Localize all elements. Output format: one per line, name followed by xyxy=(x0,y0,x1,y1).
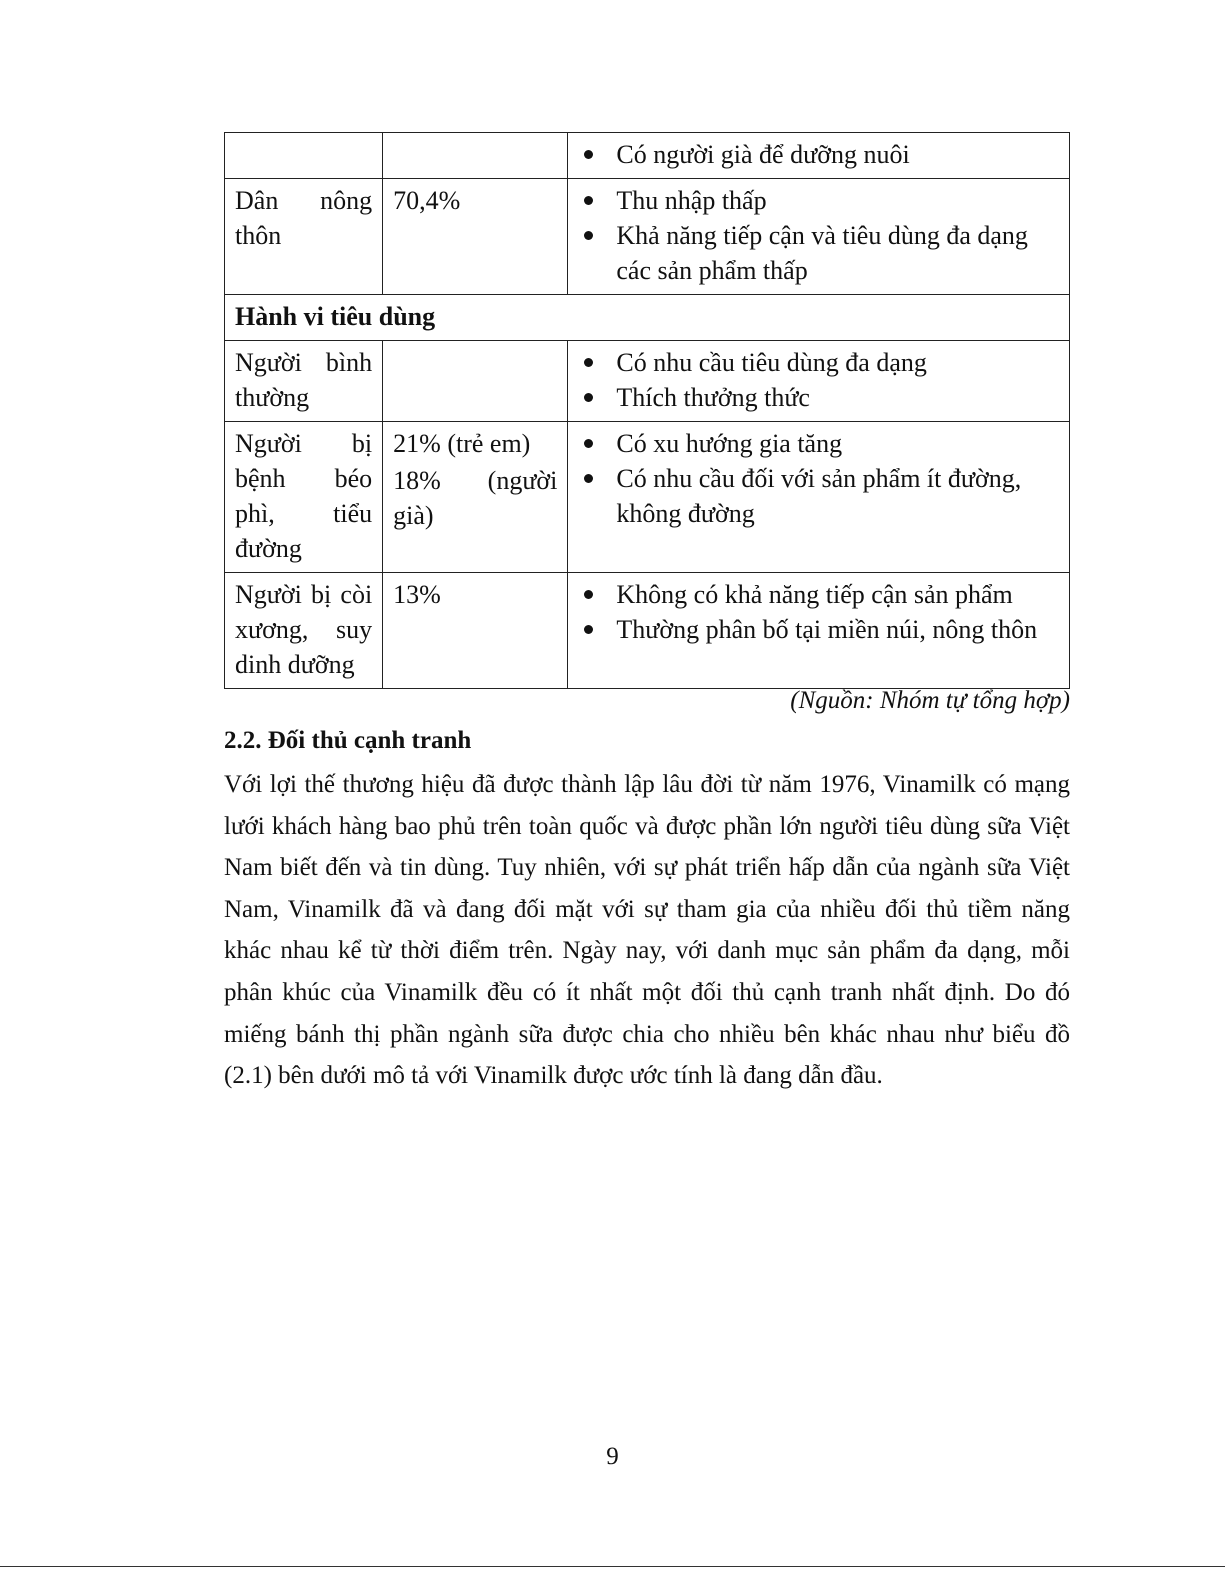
list-item: Thường phân bố tại miền núi, nông thôn xyxy=(578,612,1059,647)
list-item: Có nhu cầu tiêu dùng đa dạng xyxy=(578,345,1059,380)
section-title: Hành vi tiêu dùng xyxy=(225,295,1070,341)
segment-traits-cell xyxy=(568,573,1070,689)
segment-share-cell: 21% (trẻ em) 18% (người già) xyxy=(383,422,568,573)
segment-traits-cell xyxy=(568,179,1070,295)
segment-traits-cell xyxy=(568,341,1070,422)
segment-name-cell: Người bình thường xyxy=(225,341,383,422)
segment-name-cell xyxy=(225,133,383,179)
body-paragraph: Với lợi thế thương hiệu đã được thành lập lâu đời từ năm 1976, Vinamilk có mạng lưới khách hàng bao phủ trên toàn quốc và được phần lớn người tiêu dùng sữa Việt Nam biết đến và tin dùng. Tuy nhiên, với sự phát triển hấp dẫn của ngành sữa Việt Nam, Vinamilk đã và đang đối mặt với sự tham gia của nhiều đối thủ tiềm năng khác nhau kể từ thời điểm trên. Ngày nay, với danh mục sản phẩm đa dạng, mỗi phân khúc của Vinamilk đều có ít nhất một đối thủ cạnh tranh nhất định. Do đó miếng bánh thị phần ngành sữa được chia cho nhiều bên khác nhau như biểu đồ (2.1) bên dưới mô tả với Vinamilk được ước tính là đang dẫn đầu. xyxy=(224,771,1070,1090)
segment-share-cell: 13% xyxy=(383,573,568,689)
list-item: Có xu hướng gia tăng xyxy=(578,426,1059,461)
segment-traits-cell xyxy=(568,422,1070,573)
section-row xyxy=(225,295,1070,341)
segment-share-cell xyxy=(383,341,568,422)
segment-share-cell: 70,4% xyxy=(383,179,568,295)
segment-name-cell: Người bị bệnh béo phì, tiểu đường xyxy=(225,422,383,573)
list-item: Khả năng tiếp cận và tiêu dùng đa dạng các sản phẩm thấp xyxy=(578,218,1059,288)
page-number: 9 xyxy=(606,1443,619,1470)
table-row xyxy=(225,422,1070,573)
segment-traits-cell xyxy=(568,133,1070,179)
segment-name-cell: Dân nông thôn xyxy=(225,179,383,295)
list-item: Thích thưởng thức xyxy=(578,380,1059,415)
table-row xyxy=(225,179,1070,295)
table-row xyxy=(225,341,1070,422)
list-item: Không có khả năng tiếp cận sản phẩm xyxy=(578,577,1059,612)
table-row xyxy=(225,133,1070,179)
list-item: Thu nhập thấp xyxy=(578,183,1059,218)
section-heading: 2.2. Đối thủ cạnh tranh xyxy=(224,727,472,754)
table-source-note: (Nguồn: Nhóm tự tổng hợp) xyxy=(790,687,1070,714)
bottom-divider xyxy=(0,1566,1225,1567)
segment-table xyxy=(224,132,1070,689)
list-item: Có người già để dưỡng nuôi xyxy=(578,137,1059,172)
segment-name-cell: Người bị còi xương, suy dinh dưỡng xyxy=(225,573,383,689)
segment-share-cell xyxy=(383,133,568,179)
list-item: Có nhu cầu đối với sản phẩm ít đường, không đường xyxy=(578,461,1059,531)
table-row xyxy=(225,573,1070,689)
